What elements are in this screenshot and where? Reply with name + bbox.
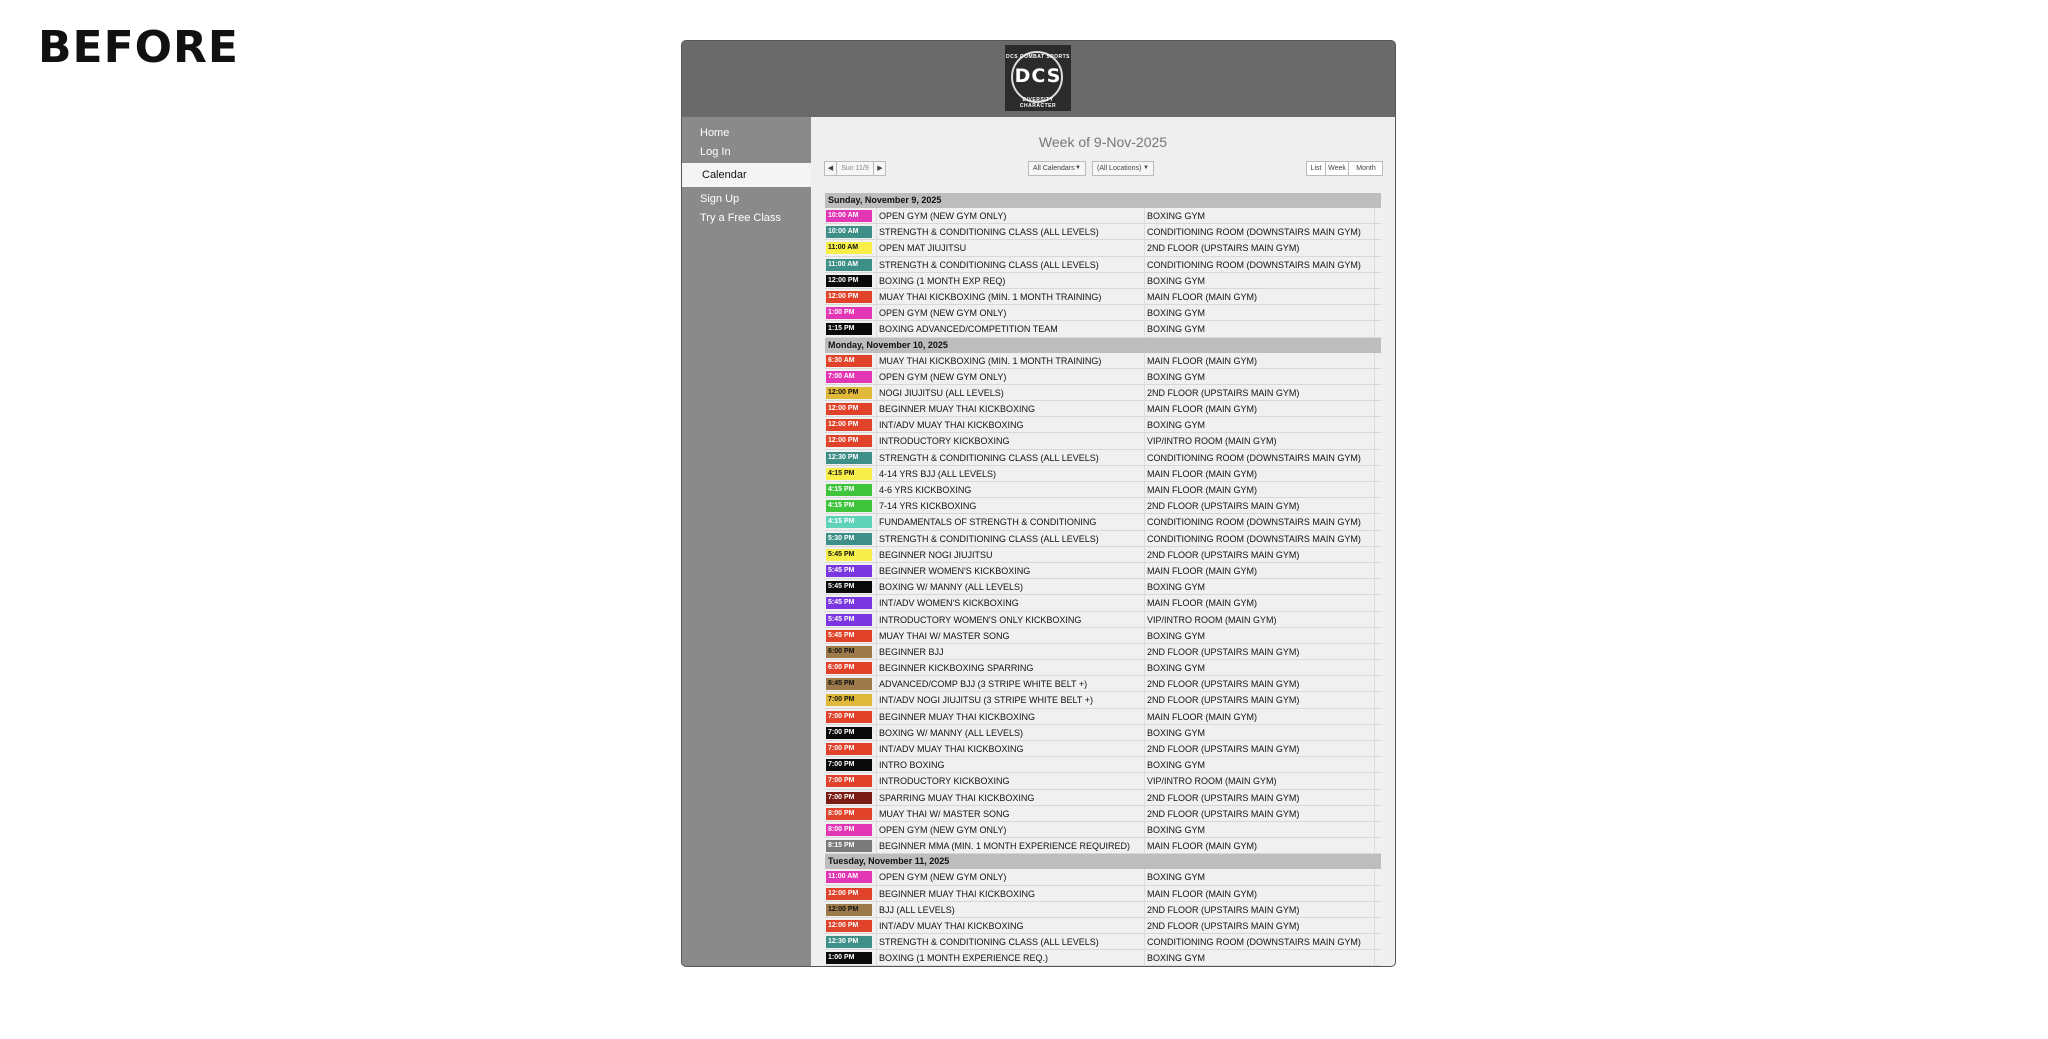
event-row[interactable] [825, 257, 1381, 273]
event-class-name[interactable]: INTRODUCTORY KICKBOXING [876, 773, 1142, 788]
event-class-name[interactable]: STRENGTH & CONDITIONING CLASS (ALL LEVELS) [876, 257, 1142, 272]
view-week-button[interactable]: Week [1325, 162, 1348, 175]
event-location: 2ND FLOOR (UPSTAIRS MAIN GYM) [1144, 676, 1374, 691]
event-time-badge: 10:00 AM [826, 210, 872, 222]
event-row[interactable] [825, 482, 1381, 498]
event-class-name[interactable]: BEGINNER MUAY THAI KICKBOXING [876, 886, 1142, 901]
event-time-badge: 12:00 PM [826, 435, 872, 447]
event-class-name[interactable]: OPEN GYM (NEW GYM ONLY) [876, 869, 1142, 884]
event-extra-cell [1374, 273, 1382, 288]
event-row[interactable] [825, 547, 1381, 563]
event-extra-cell [1374, 757, 1382, 772]
calendar-panel [811, 117, 1395, 966]
event-location: CONDITIONING ROOM (DOWNSTAIRS MAIN GYM) [1144, 934, 1374, 949]
logo-mark: DCS [1014, 65, 1062, 87]
event-time-badge: 7:00 PM [826, 759, 872, 771]
event-row[interactable] [825, 305, 1381, 321]
event-class-name[interactable]: STRENGTH & CONDITIONING CLASS (ALL LEVELS) [876, 934, 1142, 949]
event-location: 2ND FLOOR (UPSTAIRS MAIN GYM) [1144, 498, 1374, 513]
event-class-name[interactable]: INT/ADV NOGI JIUJITSU (3 STRIPE WHITE BELT +) [876, 692, 1142, 707]
event-location: 2ND FLOOR (UPSTAIRS MAIN GYM) [1144, 806, 1374, 821]
event-extra-cell [1374, 450, 1382, 465]
event-extra-cell [1374, 353, 1382, 368]
event-time-badge: 1:00 PM [826, 307, 872, 319]
event-location: MAIN FLOOR (MAIN GYM) [1144, 838, 1374, 853]
event-class-name[interactable]: FUNDAMENTALS OF STRENGTH & CONDITIONING [876, 514, 1142, 529]
event-extra-cell [1374, 790, 1382, 805]
day-header: Monday, November 10, 2025 [825, 338, 1381, 353]
day-header: Tuesday, November 11, 2025 [825, 854, 1381, 869]
logo-top-text: DCS COMBAT SPORTS [1006, 54, 1070, 60]
logo-bottom-text: DIVERSITY CHARACTER [1019, 97, 1057, 109]
event-extra-cell [1374, 886, 1382, 901]
event-time-badge: 7:00 PM [826, 727, 872, 739]
event-location: CONDITIONING ROOM (DOWNSTAIRS MAIN GYM) [1144, 514, 1374, 529]
event-time-badge: 6:00 PM [826, 662, 872, 674]
event-time-badge: 7:00 PM [826, 711, 872, 723]
event-row[interactable] [825, 725, 1381, 741]
event-time-badge: 12:00 PM [826, 920, 872, 932]
event-row[interactable] [825, 579, 1381, 595]
event-time-badge: 11:00 AM [826, 259, 872, 271]
event-time-badge: 12:00 PM [826, 275, 872, 287]
event-time-badge: 5:45 PM [826, 565, 872, 577]
event-class-name[interactable]: STRENGTH & CONDITIONING CLASS (ALL LEVELS) [876, 531, 1142, 546]
event-class-name[interactable]: OPEN GYM (NEW GYM ONLY) [876, 369, 1142, 384]
event-row[interactable] [825, 628, 1381, 644]
event-class-name[interactable]: MUAY THAI KICKBOXING (MIN. 1 MONTH TRAINING) [876, 289, 1142, 304]
event-location: CONDITIONING ROOM (DOWNSTAIRS MAIN GYM) [1144, 224, 1374, 239]
event-time-badge: 5:45 PM [826, 597, 872, 609]
event-time-badge: 6:00 PM [826, 646, 872, 658]
event-row[interactable] [825, 838, 1381, 854]
event-row[interactable] [825, 918, 1381, 934]
event-time-badge: 4:15 PM [826, 516, 872, 528]
event-time-badge: 8:15 PM [826, 840, 872, 852]
event-location: 2ND FLOOR (UPSTAIRS MAIN GYM) [1144, 790, 1374, 805]
event-extra-cell [1374, 240, 1382, 255]
event-extra-cell [1374, 466, 1382, 481]
event-class-name[interactable]: BEGINNER WOMEN'S KICKBOXING [876, 563, 1142, 578]
event-class-name[interactable]: INT/ADV MUAY THAI KICKBOXING [876, 417, 1142, 432]
event-row[interactable] [825, 790, 1381, 806]
event-location: MAIN FLOOR (MAIN GYM) [1144, 886, 1374, 901]
event-extra-cell [1374, 289, 1382, 304]
event-row[interactable] [825, 644, 1381, 660]
chevron-down-icon: ▼ [1143, 165, 1149, 171]
event-class-name[interactable]: OPEN GYM (NEW GYM ONLY) [876, 305, 1142, 320]
event-row[interactable] [825, 273, 1381, 289]
event-extra-cell [1374, 208, 1382, 223]
event-time-badge: 10:00 AM [826, 226, 872, 238]
event-location: BOXING GYM [1144, 822, 1374, 837]
event-extra-cell [1374, 385, 1382, 400]
event-extra-cell [1374, 547, 1382, 562]
event-class-name[interactable]: BOXING ADVANCED/COMPETITION TEAM [876, 321, 1142, 336]
event-extra-cell [1374, 709, 1382, 724]
event-class-name[interactable]: INT/ADV MUAY THAI KICKBOXING [876, 918, 1142, 933]
event-location: BOXING GYM [1144, 321, 1374, 336]
event-row[interactable] [825, 822, 1381, 838]
event-extra-cell [1374, 498, 1382, 513]
event-location: 2ND FLOOR (UPSTAIRS MAIN GYM) [1144, 741, 1374, 756]
event-time-badge: 1:15 PM [826, 323, 872, 335]
date-navigator [824, 161, 886, 176]
page-title: Week of 9-Nov-2025 [1038, 134, 1168, 150]
event-row[interactable] [825, 514, 1381, 530]
event-location: BOXING GYM [1144, 869, 1374, 884]
event-time-badge: 12:00 PM [826, 403, 872, 415]
date-picker[interactable]: Sun 11/9 [841, 165, 869, 172]
event-extra-cell [1374, 482, 1382, 497]
event-extra-cell [1374, 433, 1382, 448]
event-extra-cell [1374, 595, 1382, 610]
calendars-select-value: All Calendars [1033, 165, 1075, 172]
event-row[interactable] [825, 934, 1381, 950]
event-row[interactable] [825, 773, 1381, 789]
event-time-badge: 7:00 PM [826, 775, 872, 787]
view-switcher [1306, 161, 1383, 176]
event-location: BOXING GYM [1144, 208, 1374, 223]
event-class-name[interactable]: MUAY THAI KICKBOXING (MIN. 1 MONTH TRAINING) [876, 353, 1142, 368]
sidebar-item-calendar[interactable] [682, 163, 811, 187]
event-location: BOXING GYM [1144, 579, 1374, 594]
event-time-badge: 7:00 AM [826, 371, 872, 383]
event-location: CONDITIONING ROOM (DOWNSTAIRS MAIN GYM) [1144, 531, 1374, 546]
event-time-badge: 11:00 AM [826, 242, 872, 254]
event-extra-cell [1374, 902, 1382, 917]
event-extra-cell [1374, 692, 1382, 707]
event-class-name[interactable]: BEGINNER KICKBOXING SPARRING [876, 660, 1142, 675]
event-row[interactable] [825, 531, 1381, 547]
event-row[interactable] [825, 321, 1381, 337]
event-location: 2ND FLOOR (UPSTAIRS MAIN GYM) [1144, 240, 1374, 255]
view-list-button[interactable]: List [1310, 165, 1322, 172]
event-time-badge: 5:30 PM [826, 533, 872, 545]
event-class-name[interactable]: BJJ (ALL LEVELS) [876, 902, 1142, 917]
event-row[interactable] [825, 240, 1381, 256]
event-row[interactable] [825, 450, 1381, 466]
event-extra-cell [1374, 950, 1382, 965]
dcs-logo[interactable] [1005, 45, 1071, 111]
event-class-name[interactable]: NOGI JIUJITSU (ALL LEVELS) [876, 385, 1142, 400]
event-row[interactable] [825, 806, 1381, 822]
event-time-badge: 5:45 PM [826, 614, 872, 626]
event-row[interactable] [825, 692, 1381, 708]
event-extra-cell [1374, 725, 1382, 740]
event-location: BOXING GYM [1144, 757, 1374, 772]
event-class-name[interactable]: STRENGTH & CONDITIONING CLASS (ALL LEVELS) [876, 224, 1142, 239]
event-extra-cell [1374, 321, 1382, 336]
event-extra-cell [1374, 822, 1382, 837]
event-time-badge: 8:00 PM [826, 824, 872, 836]
event-time-badge: 4:15 PM [826, 500, 872, 512]
event-class-name[interactable]: INT/ADV MUAY THAI KICKBOXING [876, 741, 1142, 756]
event-location: BOXING GYM [1144, 725, 1374, 740]
chevron-down-icon: ▼ [1075, 165, 1081, 171]
event-time-badge: 12:30 PM [826, 452, 872, 464]
event-extra-cell [1374, 806, 1382, 821]
prev-week-button[interactable]: ◀ [825, 162, 837, 175]
event-row[interactable] [825, 208, 1381, 224]
event-location: 2ND FLOOR (UPSTAIRS MAIN GYM) [1144, 385, 1374, 400]
event-class-name[interactable]: INT/ADV WOMEN'S KICKBOXING [876, 595, 1142, 610]
event-extra-cell [1374, 612, 1382, 627]
event-location: 2ND FLOOR (UPSTAIRS MAIN GYM) [1144, 692, 1374, 707]
event-extra-cell [1374, 417, 1382, 432]
event-row[interactable] [825, 289, 1381, 305]
event-location: CONDITIONING ROOM (DOWNSTAIRS MAIN GYM) [1144, 257, 1374, 272]
day-header: Sunday, November 9, 2025 [825, 193, 1381, 208]
event-location: MAIN FLOOR (MAIN GYM) [1144, 289, 1374, 304]
event-time-badge: 12:00 PM [826, 291, 872, 303]
event-time-badge: 7:00 PM [826, 694, 872, 706]
event-time-badge: 7:00 PM [826, 743, 872, 755]
event-row[interactable] [825, 417, 1381, 433]
event-extra-cell [1374, 676, 1382, 691]
calendars-select[interactable] [1028, 161, 1086, 176]
event-location: MAIN FLOOR (MAIN GYM) [1144, 466, 1374, 481]
event-row[interactable] [825, 886, 1381, 902]
event-row[interactable] [825, 369, 1381, 385]
locations-select-value: (All Locations) [1097, 165, 1142, 172]
event-time-badge: 4:15 PM [826, 484, 872, 496]
event-extra-cell [1374, 305, 1382, 320]
event-class-name[interactable]: BEGINNER NOGI JIUJITSU [876, 547, 1142, 562]
event-time-badge: 7:00 PM [826, 792, 872, 804]
event-class-name[interactable]: BEGINNER MUAY THAI KICKBOXING [876, 401, 1142, 416]
event-location: BOXING GYM [1144, 628, 1374, 643]
event-location: 2ND FLOOR (UPSTAIRS MAIN GYM) [1144, 547, 1374, 562]
event-row[interactable] [825, 741, 1381, 757]
event-time-badge: 12:00 PM [826, 419, 872, 431]
event-time-badge: 12:00 PM [826, 387, 872, 399]
event-location: MAIN FLOOR (MAIN GYM) [1144, 482, 1374, 497]
event-time-badge: 11:00 AM [826, 871, 872, 883]
event-location: BOXING GYM [1144, 950, 1374, 965]
event-row[interactable] [825, 353, 1381, 369]
sidebar [682, 117, 811, 966]
event-extra-cell [1374, 644, 1382, 659]
sidebar-item-login[interactable]: Log In [700, 146, 731, 158]
event-row[interactable] [825, 563, 1381, 579]
event-location: CONDITIONING ROOM (DOWNSTAIRS MAIN GYM) [1144, 450, 1374, 465]
event-row[interactable] [825, 902, 1381, 918]
event-row[interactable] [825, 612, 1381, 628]
event-extra-cell [1374, 369, 1382, 384]
event-row[interactable] [825, 466, 1381, 482]
event-class-name[interactable]: BOXING W/ MANNY (ALL LEVELS) [876, 725, 1142, 740]
event-class-name[interactable]: 4-6 YRS KICKBOXING [876, 482, 1142, 497]
event-extra-cell [1374, 838, 1382, 853]
event-class-name[interactable]: BOXING (1 MONTH EXP REQ) [876, 273, 1142, 288]
event-class-name[interactable]: BOXING (1 MONTH EXPERIENCE REQ.) [876, 950, 1142, 965]
event-time-badge: 1:00 PM [826, 952, 872, 964]
browser-window [681, 40, 1396, 967]
event-time-badge: 12:00 PM [826, 888, 872, 900]
event-time-badge: 4:15 PM [826, 468, 872, 480]
event-time-badge: 12:30 PM [826, 936, 872, 948]
sidebar-item-signup[interactable]: Sign Up [700, 193, 740, 205]
event-location: BOXING GYM [1144, 660, 1374, 675]
event-location: VIP/INTRO ROOM (MAIN GYM) [1144, 773, 1374, 788]
event-class-name[interactable]: MUAY THAI W/ MASTER SONG [876, 628, 1142, 643]
event-class-name[interactable]: BEGINNER MUAY THAI KICKBOXING [876, 709, 1142, 724]
event-location: MAIN FLOOR (MAIN GYM) [1144, 401, 1374, 416]
event-row[interactable] [825, 433, 1381, 449]
event-extra-cell [1374, 563, 1382, 578]
event-extra-cell [1374, 869, 1382, 884]
event-extra-cell [1374, 514, 1382, 529]
event-class-name[interactable]: BOXING W/ MANNY (ALL LEVELS) [876, 579, 1142, 594]
event-location: VIP/INTRO ROOM (MAIN GYM) [1144, 433, 1374, 448]
event-row[interactable] [825, 401, 1381, 417]
event-extra-cell [1374, 660, 1382, 675]
event-row[interactable] [825, 385, 1381, 401]
event-time-badge: 5:45 PM [826, 581, 872, 593]
event-row[interactable] [825, 660, 1381, 676]
event-extra-cell [1374, 773, 1382, 788]
event-location: BOXING GYM [1144, 273, 1374, 288]
event-location: 2ND FLOOR (UPSTAIRS MAIN GYM) [1144, 918, 1374, 933]
event-class-name[interactable]: MUAY THAI W/ MASTER SONG [876, 806, 1142, 821]
event-location: MAIN FLOOR (MAIN GYM) [1144, 595, 1374, 610]
event-extra-cell [1374, 579, 1382, 594]
before-label: BEFORE [38, 22, 239, 73]
event-location: 2ND FLOOR (UPSTAIRS MAIN GYM) [1144, 902, 1374, 917]
event-extra-cell [1374, 224, 1382, 239]
event-row[interactable] [825, 224, 1381, 240]
event-location: BOXING GYM [1144, 369, 1374, 384]
event-class-name[interactable]: INTRODUCTORY KICKBOXING [876, 433, 1142, 448]
event-time-badge: 5:45 PM [826, 630, 872, 642]
event-row[interactable] [825, 676, 1381, 692]
event-class-name[interactable]: ADVANCED/COMP BJJ (3 STRIPE WHITE BELT +) [876, 676, 1142, 691]
event-row[interactable] [825, 869, 1381, 885]
event-class-name[interactable]: BEGINNER BJJ [876, 644, 1142, 659]
event-time-badge: 6:30 AM [826, 355, 872, 367]
event-row[interactable] [825, 950, 1381, 966]
event-time-badge: 6:45 PM [826, 678, 872, 690]
header-bar [682, 41, 1395, 117]
event-class-name[interactable]: 4-14 YRS BJJ (ALL LEVELS) [876, 466, 1142, 481]
event-location: BOXING GYM [1144, 417, 1374, 432]
event-location: BOXING GYM [1144, 305, 1374, 320]
locations-select[interactable] [1092, 161, 1154, 176]
sidebar-item-home[interactable]: Home [700, 127, 730, 139]
event-row[interactable] [825, 709, 1381, 725]
event-row[interactable] [825, 757, 1381, 773]
event-class-name[interactable]: 7-14 YRS KICKBOXING [876, 498, 1142, 513]
event-extra-cell [1374, 257, 1382, 272]
event-time-badge: 5:45 PM [826, 549, 872, 561]
event-time-badge: 8:00 PM [826, 808, 872, 820]
event-row[interactable] [825, 595, 1381, 611]
event-location: VIP/INTRO ROOM (MAIN GYM) [1144, 612, 1374, 627]
event-extra-cell [1374, 628, 1382, 643]
schedule-table [825, 193, 1381, 966]
event-class-name[interactable]: SPARRING MUAY THAI KICKBOXING [876, 790, 1142, 805]
event-class-name[interactable]: OPEN MAT JIUJITSU [876, 240, 1142, 255]
event-class-name[interactable]: INTRODUCTORY WOMEN'S ONLY KICKBOXING [876, 612, 1142, 627]
sidebar-item-free-class[interactable]: Try a Free Class [700, 212, 781, 224]
view-month-button[interactable]: Month [1348, 162, 1383, 175]
event-class-name[interactable]: OPEN GYM (NEW GYM ONLY) [876, 208, 1142, 223]
event-location: 2ND FLOOR (UPSTAIRS MAIN GYM) [1144, 644, 1374, 659]
event-class-name[interactable]: BEGINNER MMA (MIN. 1 MONTH EXPERIENCE REQUIRED) [876, 838, 1142, 853]
event-time-badge: 12:00 PM [826, 904, 872, 916]
event-extra-cell [1374, 741, 1382, 756]
event-class-name[interactable]: STRENGTH & CONDITIONING CLASS (ALL LEVELS) [876, 450, 1142, 465]
event-class-name[interactable]: INTRO BOXING [876, 757, 1142, 772]
event-row[interactable] [825, 498, 1381, 514]
event-extra-cell [1374, 934, 1382, 949]
event-location: MAIN FLOOR (MAIN GYM) [1144, 563, 1374, 578]
event-extra-cell [1374, 918, 1382, 933]
next-week-button[interactable]: ▶ [873, 162, 886, 175]
event-location: MAIN FLOOR (MAIN GYM) [1144, 709, 1374, 724]
event-extra-cell [1374, 401, 1382, 416]
event-class-name[interactable]: OPEN GYM (NEW GYM ONLY) [876, 822, 1142, 837]
event-location: MAIN FLOOR (MAIN GYM) [1144, 353, 1374, 368]
sidebar-item-calendar-label: Calendar [702, 169, 747, 181]
event-extra-cell [1374, 531, 1382, 546]
